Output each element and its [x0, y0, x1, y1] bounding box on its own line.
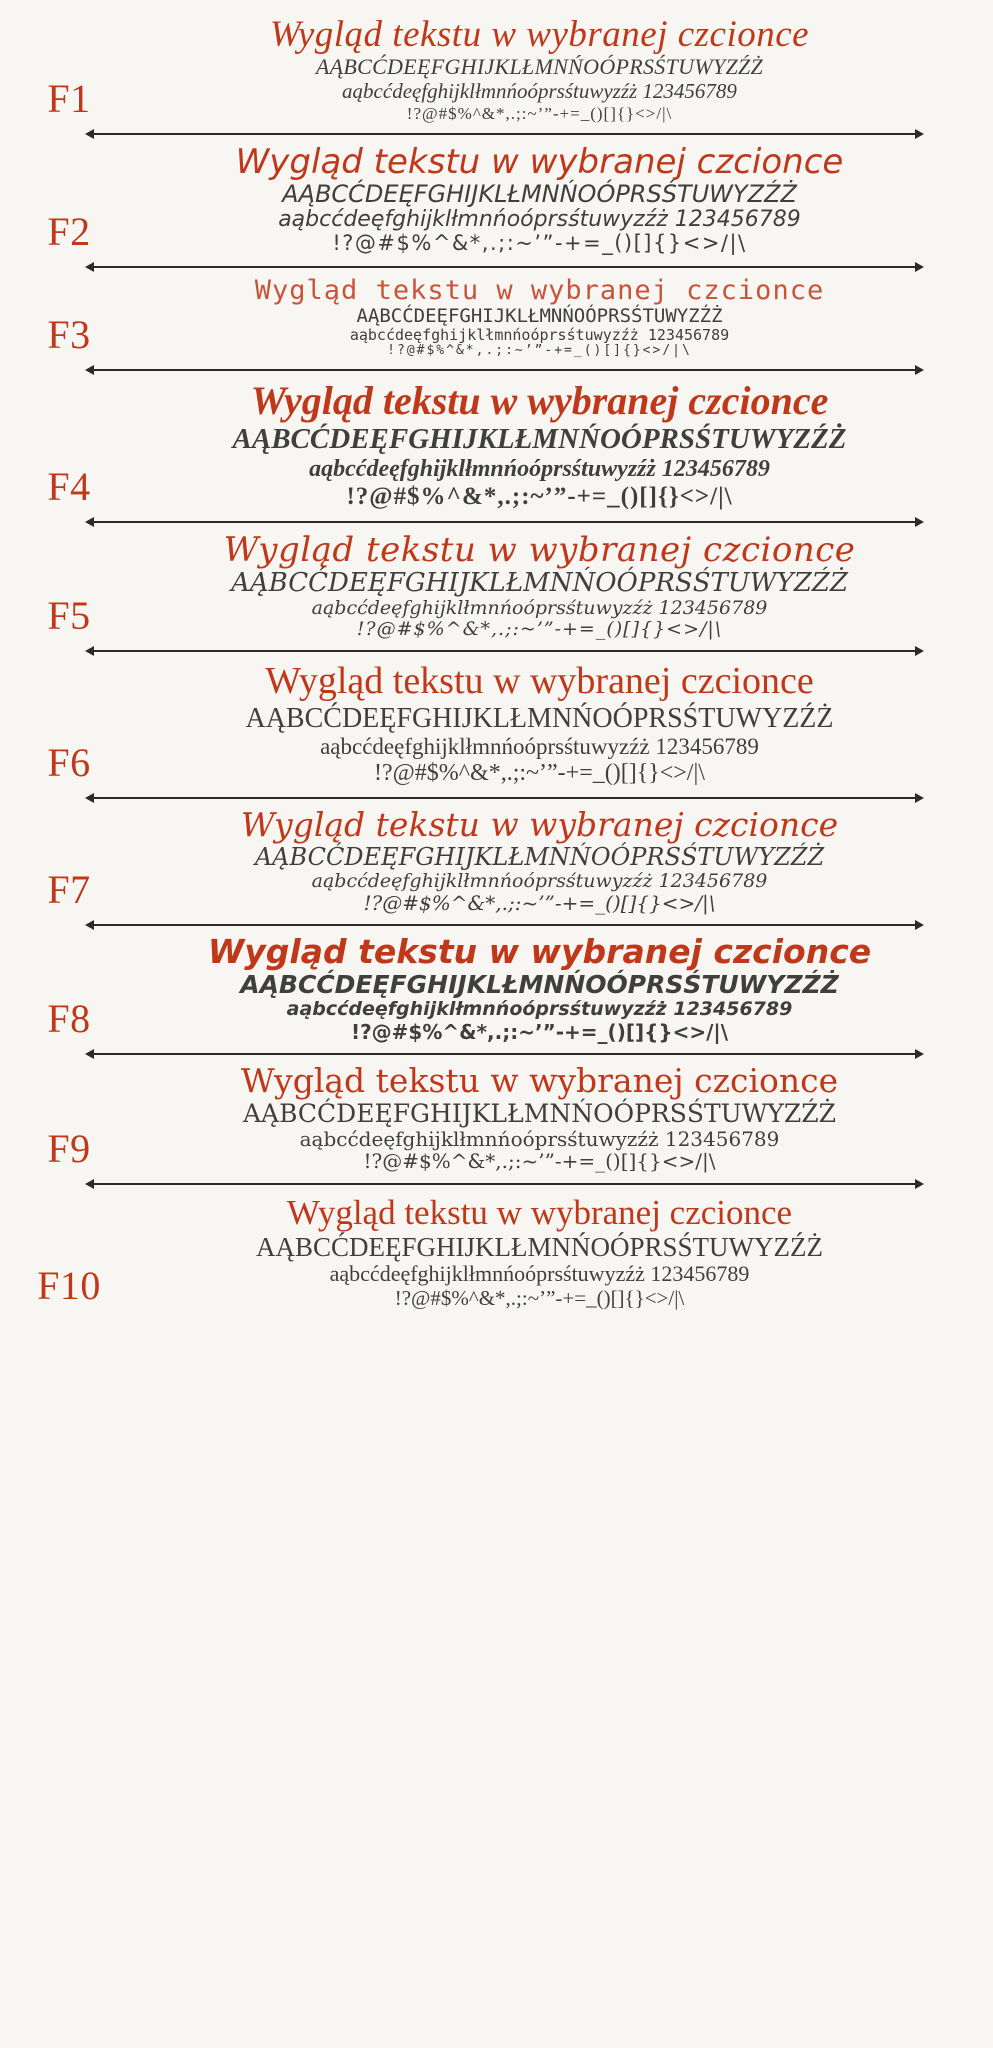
double-arrow-rule-icon [94, 521, 915, 523]
specimen-lines-f2 [108, 143, 971, 256]
specimen-label-f2: F2 [47, 208, 91, 254]
double-arrow-rule-icon [94, 266, 915, 268]
specimen-block-f2 [22, 143, 971, 256]
specimen-lines-f3 [108, 276, 971, 359]
specimen-lowercase-digits: aąbcćdeęfghijklłmnńoóprsśtuwyzźż 123456789 [309, 455, 770, 482]
specimen-label-f1: F1 [47, 75, 91, 121]
specimen-divider [22, 791, 971, 805]
specimen-lines-f8 [108, 934, 971, 1043]
specimen-label-f3: F3 [47, 311, 91, 357]
specimen-pangram: Wygląd tekstu w wybranej czcionce [254, 274, 825, 306]
double-arrow-rule-icon [94, 797, 915, 799]
specimen-block-f8 [22, 934, 971, 1043]
specimen-lowercase-digits: aąbcćdeęfghijklłmnńoóprsśtuwyzźż 123456789 [320, 734, 759, 760]
specimen-uppercase: AĄBCĆDEĘFGHIJKLŁMNŃOÓPRSŚTUWYZŹŻ [356, 304, 723, 327]
specimen-pangram: Wygląd tekstu w wybranej czcionce [223, 529, 856, 570]
specimen-lowercase-digits: aąbcćdeęfghijklłmnńoóprsśtuwyzźż 123456789 [286, 998, 793, 1021]
specimen-label-f4: F4 [47, 463, 91, 509]
specimen-symbols: !?@#$%^&*,.;:~’”-+=_()[]{}<>/|\ [374, 760, 705, 787]
specimen-lines-f10 [108, 1193, 971, 1311]
specimen-uppercase: AĄBCĆDEĘFGHIJKLŁMNŃOÓPRSŚTUWYZŹŻ [242, 1098, 837, 1128]
specimen-divider [22, 1177, 971, 1191]
specimen-label-f7: F7 [47, 867, 91, 913]
specimen-symbols: !?@#$%^&*,.;:~’”-+=_()[]{}<>/|\ [350, 1019, 729, 1044]
specimen-label-f6: F6 [47, 739, 91, 785]
specimen-uppercase: AĄBCĆDEĘFGHIJKLŁMNŃOÓPRSŚTUWYZŹŻ [254, 842, 825, 871]
specimen-lowercase-digits: aąbcćdeęfghijklłmnńoóprsśtuwyzźż 123456789 [311, 869, 768, 892]
specimen-divider [22, 1047, 971, 1061]
specimen-lowercase-digits: aąbcćdeęfghijklłmnńoóprsśtuwyzźż 123456789 [311, 596, 768, 619]
specimen-lines-f7 [108, 804, 971, 916]
specimen-pangram: Wygląd tekstu w wybranej czcionce [269, 14, 810, 55]
double-arrow-rule-icon [94, 369, 915, 371]
specimen-symbols: !?@#$%^&*,.;:~’”-+=_()[]{}<>/|\ [332, 231, 747, 256]
specimen-block-f10 [22, 1193, 971, 1311]
specimen-uppercase: AĄBCĆDEĘFGHIJKLŁMNŃOÓPRSŚTUWYZŹŻ [315, 54, 764, 80]
specimen-label-f8: F8 [47, 996, 91, 1042]
specimen-lines-f5 [108, 531, 971, 641]
specimen-divider [22, 515, 971, 529]
specimen-label-f9: F9 [47, 1125, 91, 1171]
specimen-symbols: !?@#$%^&*,.;:~’”-+=_()[]{}<>/|\ [346, 482, 733, 510]
specimen-uppercase: AĄBCĆDEĘFGHIJKLŁMNŃOÓPRSŚTUWYZŹŻ [282, 179, 797, 208]
specimen-block-f9 [22, 1063, 971, 1173]
specimen-lines-f6 [108, 660, 971, 787]
specimen-lowercase-digits: aąbcćdeęfghijklłmnńoóprsśtuwyzźż 123456789 [329, 1261, 750, 1287]
specimen-symbols: !?@#$%^&*,.;:~’”-+=_()[]{}<>/|\ [387, 343, 692, 358]
specimen-block-f3 [22, 276, 971, 359]
specimen-pangram: Wygląd tekstu w wybranej czcionce [207, 932, 872, 972]
specimen-uppercase: AĄBCĆDEĘFGHIJKLŁMNŃOÓPRSŚTUWYZŹŻ [231, 567, 848, 598]
specimen-uppercase: AĄBCĆDEĘFGHIJKLŁMNŃOÓPRSŚTUWYZŹŻ [232, 423, 847, 456]
specimen-block-f5 [22, 531, 971, 641]
specimen-block-f1 [22, 14, 971, 123]
specimen-block-f6 [22, 660, 971, 787]
specimen-uppercase: AĄBCĆDEĘFGHIJKLŁMNŃOÓPRSŚTUWYZŹŻ [245, 702, 834, 734]
specimen-uppercase: AĄBCĆDEĘFGHIJKLŁMNŃOÓPRSŚTUWYZŹŻ [255, 1231, 823, 1262]
specimen-uppercase: AĄBCĆDEĘFGHIJKLŁMNŃOÓPRSŚTUWYZŹŻ [240, 970, 839, 1000]
specimen-symbols: !?@#$%^&*,.;:~’”-+=_()[]{}<>/|\ [363, 891, 716, 916]
specimen-pangram: Wygląd tekstu w wybranej czcionce [286, 1192, 793, 1232]
specimen-block-f7 [22, 804, 971, 916]
specimen-label-f10: F10 [37, 1263, 101, 1309]
specimen-symbols: !?@#$%^&*,.;:~’”-+=_()[]{}<>/|\ [356, 618, 723, 641]
specimen-divider [22, 363, 971, 377]
specimen-symbols: !?@#$%^&*,.;:~’”-+=_()[]{}<>/|\ [406, 103, 673, 123]
specimen-lowercase-digits: aąbcćdeęfghijklłmnńoóprsśtuwyzźż 123456789 [342, 79, 737, 104]
specimen-pangram: Wygląd tekstu w wybranej czcionce [235, 141, 844, 182]
specimen-divider [22, 918, 971, 932]
specimen-block-f4 [22, 379, 971, 511]
double-arrow-rule-icon [94, 1183, 915, 1185]
specimen-symbols: !?@#$%^&*,.;:~’”-+=_()[]{}<>/|\ [363, 1149, 716, 1174]
specimen-pangram: Wygląd tekstu w wybranej czcionce [250, 377, 829, 423]
specimen-pangram: Wygląd tekstu w wybranej czcionce [265, 660, 814, 703]
specimen-symbols: !?@#$%^&*,.;:~’”-+=_()[]{}<>/|\ [394, 1285, 685, 1310]
specimen-lines-f1 [108, 14, 971, 123]
specimen-divider [22, 260, 971, 274]
specimen-lowercase-digits: aąbcćdeęfghijklłmnńoóprsśtuwyzźż 123456789 [299, 1126, 780, 1151]
double-arrow-rule-icon [94, 1053, 915, 1055]
specimen-lowercase-digits: aąbcćdeęfghijklłmnńoóprsśtuwyzźż 123456789 [278, 206, 801, 232]
specimen-lines-f9 [108, 1063, 971, 1173]
specimen-lines-f4 [108, 379, 971, 511]
specimen-label-f5: F5 [47, 593, 91, 639]
specimen-divider [22, 644, 971, 658]
specimen-pangram: Wygląd tekstu w wybranej czcionce [240, 804, 839, 844]
specimen-lowercase-digits: aąbcćdeęfghijklłmnńoóprsśtuwyzźż 123456789 [349, 326, 730, 345]
specimen-divider [22, 127, 971, 141]
double-arrow-rule-icon [94, 133, 915, 135]
double-arrow-rule-icon [94, 924, 915, 926]
double-arrow-rule-icon [94, 650, 915, 652]
specimen-pangram: Wygląd tekstu w wybranej czcionce [240, 1061, 839, 1101]
